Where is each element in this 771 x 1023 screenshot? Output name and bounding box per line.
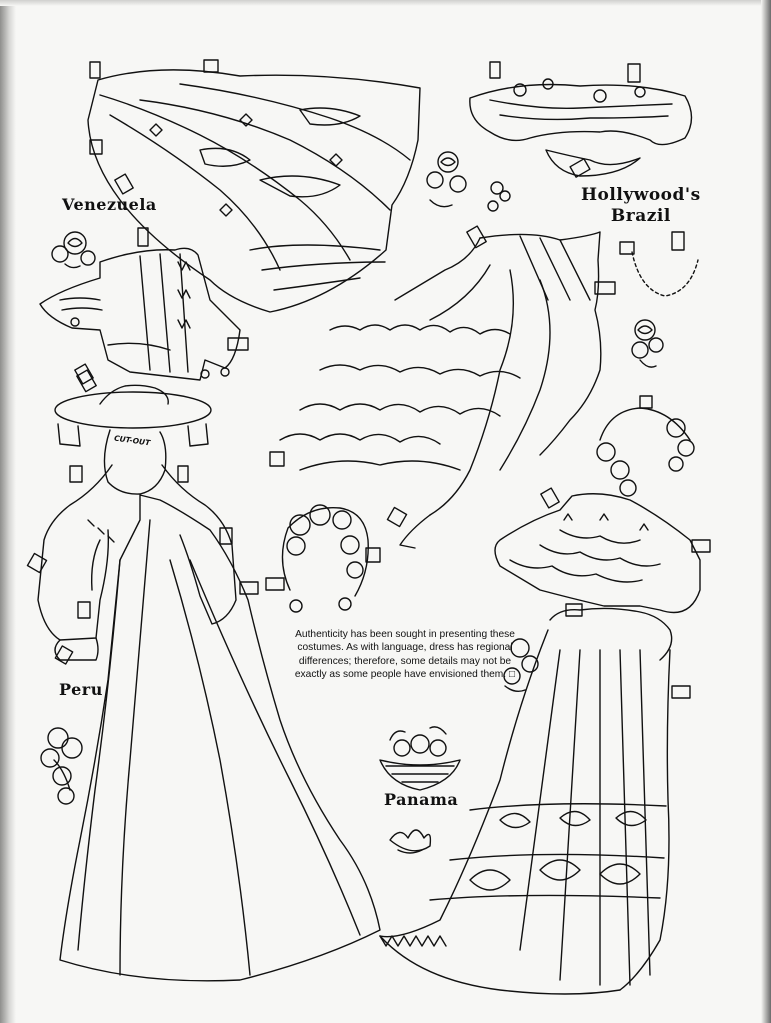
pearl-necklace [620, 232, 698, 296]
authenticity-note: Authenticity has been sought in presenting these costumes. As with language, dress has regional differences; therefore, some details may not be exactly as some people have envisioned them. □ [294, 629, 516, 680]
panama-gown [380, 488, 710, 994]
hollywood-label-line1: Hollywood's [581, 185, 701, 205]
hollywood-label-line2: Brazil [610, 206, 671, 226]
venezuela-label: Venezuela [62, 195, 157, 214]
rose-ornament [52, 232, 95, 268]
rose-ornament [427, 152, 466, 207]
hollywood-brazil-gown [270, 182, 615, 548]
flower-ornament [390, 830, 430, 853]
venezuela-blouse [40, 228, 248, 384]
panama-label: Panama [384, 790, 459, 809]
flower-headband [597, 396, 694, 496]
peru-label: Peru [59, 680, 103, 699]
peru-dress [27, 430, 380, 981]
venezuela-skirt [88, 60, 420, 312]
flower-ornament [41, 728, 82, 804]
cut-out-label: CUT-OUT [113, 433, 151, 448]
flower-headband [266, 505, 380, 612]
hollywood-brazil-label [581, 185, 701, 227]
panama-basket-headdress [380, 727, 460, 790]
peru-hat [55, 370, 211, 446]
hollywood-hat [470, 62, 692, 177]
rose-ornament [632, 320, 663, 367]
